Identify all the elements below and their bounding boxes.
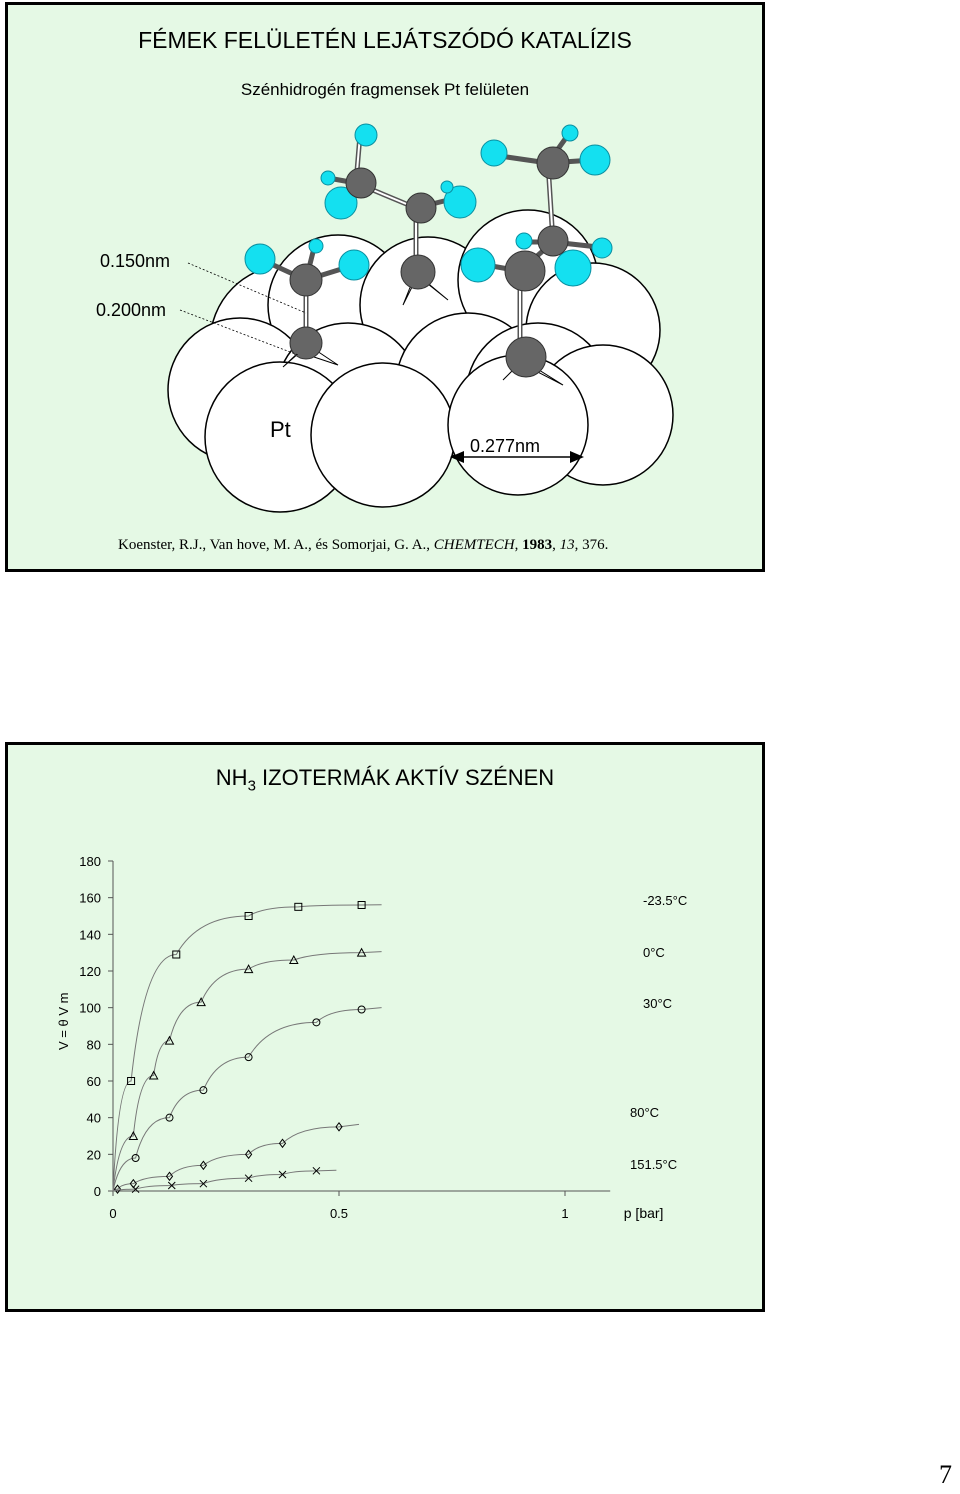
series-label: 0°C [643,945,665,960]
series-label: 80°C [630,1105,660,1120]
pt-label: Pt [270,417,291,442]
y-tick-label: 120 [79,964,101,979]
slide-title: FÉMEK FELÜLETÉN LEJÁTSZÓDÓ KATALÍZIS [138,27,632,53]
series-label: -23.5°C [643,893,688,908]
slide-title: $NH_3$ IZOTERMÁK AKTÍV SZÉNEN [215,765,555,795]
isotherm-chart [8,745,762,1309]
y-tick-label: 0 [93,1184,101,1199]
y-tick-label: 140 [79,927,101,943]
x-tick-label: 0 [109,1206,117,1221]
series-label: 151.5°C [630,1157,678,1172]
series-label: 30°C [643,996,673,1011]
y-tick-label: 40 [86,1110,101,1126]
series-curve [113,1008,382,1191]
slide-subtitle: Szénhidrogén fragmensek Pt felületen [240,80,530,99]
distance-label-0200: 0.200nm [96,300,167,320]
y-tick-label: 20 [86,1147,101,1163]
pt-surface-figure [8,5,762,569]
distance-label-0150: 0.150nm [100,251,171,271]
series-curve [113,1170,336,1191]
y-tick-label: 60 [86,1074,101,1089]
y-tick-label: 100 [79,1000,101,1016]
x-tick-label: 1 [561,1206,569,1221]
y-tick-label: 80 [86,1037,101,1053]
citation: Koenster, R.J., Van hove, M. A., és Somorjai, G. A., CHEMTECH, 1983, 13, 376. [118,537,609,553]
y-axis-label: V = θ V m [56,992,71,1050]
slide-isotherms [5,742,765,1312]
distance-label-0277: 0.277nm [470,436,541,456]
y-tick-label: 160 [79,890,101,906]
series-curve [113,1124,359,1191]
x-tick-label: 0.5 [329,1206,349,1221]
series-curve [113,905,382,1191]
y-tick-label: 180 [79,854,101,869]
page-number: 7 [939,1460,952,1489]
slide-catalysis [5,2,765,572]
x-axis-label: p [bar] [623,1205,664,1221]
